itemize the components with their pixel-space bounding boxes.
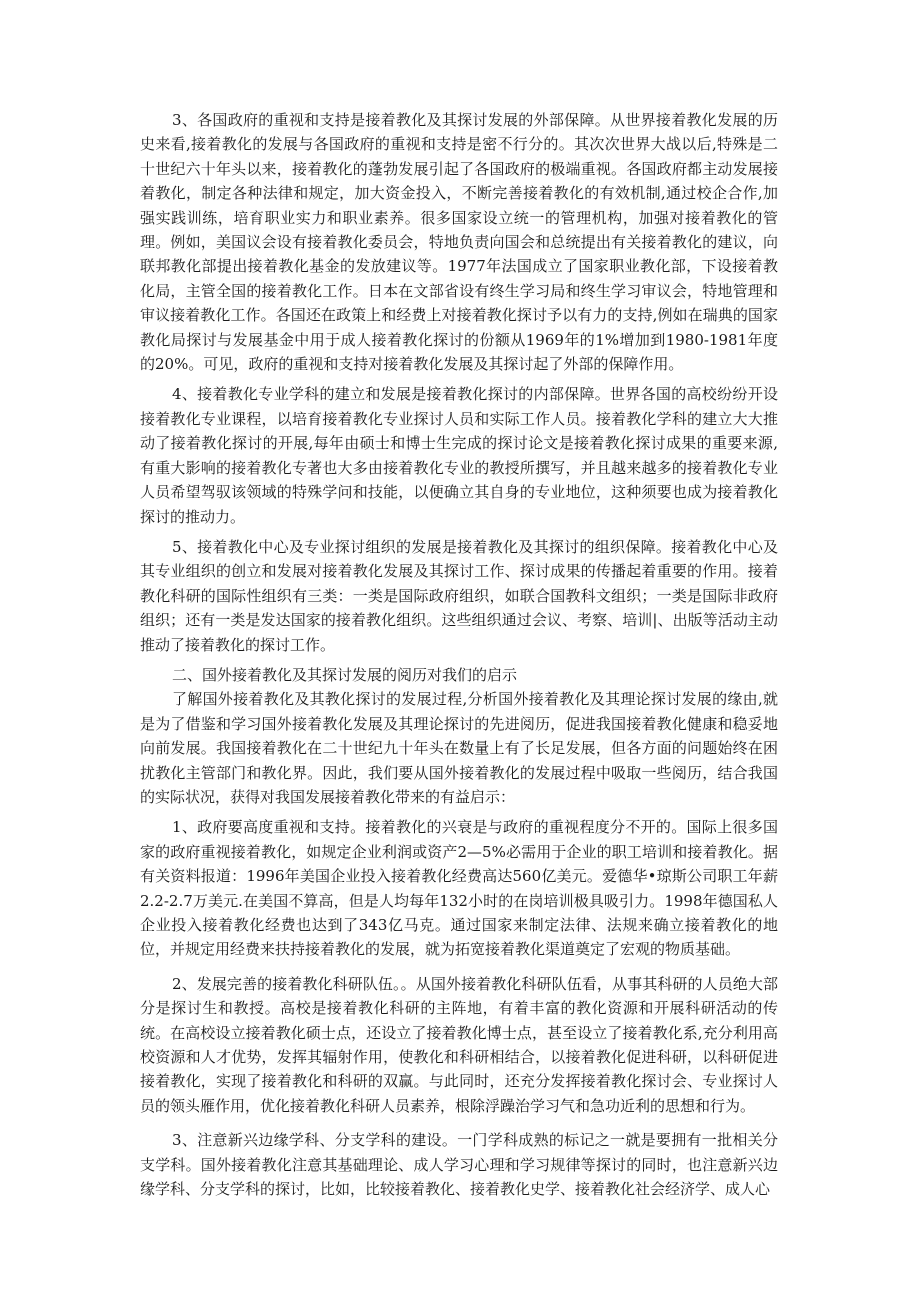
paragraph-research-organizations: 5、接着教化中心及专业探讨组织的发展是接着教化及其探讨的组织保障。接着教化中心及其专业组织的创立和发展对接着教化发展及其探讨工作、探讨成果的传播起着重要的作用。接着教化科研的国际性组织有三类：一类是国际政府组织，如联合国教科文组织；一类是国际非政府组织；还有一类是发达国家的接着教化组织。这些组织通过会议、考察、培训|、出版等活动主动推动了接着教化的探讨工作。: [140, 537, 778, 654]
paragraph-lesson-new-disciplines: 3、注意新兴边缘学科、分支学科的建设。一门学科成熟的标记之一就是要拥有一批相关分支学科。国外接着教化注意其基础理论、成人学习心理和学习规律等探讨的同时，也注意新兴边缘学科、分支学科的探讨，比如，比较接着教化、接着教化史学、接着教化社会经济学、成人心: [140, 1131, 778, 1199]
paragraph-discipline-building: 4、接着教化专业学科的建立和发展是接着教化探讨的内部保障。世界各国的高校纷纷开设接着教化专业课程，以培育接着教化专业探讨人员和实际工作人员。接着教化学科的建立大大推动了接着教化探讨的开展,每年由硕士和博士生完成的探讨论文是接着教化探讨成果的重要来源,有重大影响的接着教化专著也大多由接着教化专业的教授所撰写，并且越来越多的接着教化专业人员希望驾驭该领域的特殊学问和技能，以便确立其自身的专业地位，这种须要也成为接着教化探讨的推动力。: [140, 385, 778, 526]
paragraph-lesson-research-team: 2、发展完善的接着教化科研队伍。。从国外接着教化科研队伍看，从事其科研的人员绝大部分是探讨生和教授。高校是接着教化科研的主阵地，有着丰富的教化资源和开展科研活动的传统。在高校设立接着教化硕士点，还设立了接着教化博士点，甚至设立了接着教化系,充分利用高校资源和人才优势，发挥其辐射作用，使教化和科研相结合，以接着教化促进科研，以科研促进接着教化，实现了接着教化和科研的双赢。与此同时，还充分发挥接着教化探讨会、专业探讨人员的领头雁作用，优化接着教化科研人员素养，根除浮躁治学习气和急功近利的思想和行为。: [140, 974, 778, 1115]
section-heading-lessons: 二、国外接着教化及其探讨发展的阅历对我们的启示: [172, 665, 518, 684]
paragraph-lesson-government: 1、政府要高度重视和支持。接着教化的兴衰是与政府的重视程度分不开的。国际上很多国家的政府重视接着教化，如规定企业利润或资产2—5%必需用于企业的职工培训和接着教化。据有关资料报道：1996年美国企业投入接着教化经费高达560亿美元。爱德华•琼斯公司职工年薪2.2-2.7万美元.在美国不算高，但是人均每年132小时的在岗培训极具吸引力。1998年德国私人企业投入接着教化经费也达到了343亿马克。通过国家来制定法律、法规来确立接着教化的地位，并规定用经费来扶持接着教化的发展，就为拓宽接着教化渠道奠定了宏观的物质基础。: [140, 818, 778, 959]
document-body: [140, 108, 778, 1201]
paragraph-lessons-intro: 了解国外接着教化及其教化探讨的发展过程,分析国外接着教化及其理论探讨发展的缘由,就是为了借鉴和学习国外接着教化发展及其理论探讨的先进阅历，促进我国接着教化健康和稳妥地向前发展。我国接着教化在二十世纪九十年头在数量上有了长足发展，但各方面的问题始终在困扰教化主管部门和教化界。因此，我们要从国外接着教化的发展过程中吸取一些阅历，结合我国的实际状况，获得对我国发展接着教化带来的有益启示：: [140, 690, 778, 806]
paragraph-government-support: 3、各国政府的重视和支持是接着教化及其探讨发展的外部保障。从世界接着教化发展的历史来看,接着教化的发展与各国政府的重视和支持是密不行分的。其次次世界大战以后,特殊是二十世纪六十年头以来，接着教化的蓬勃发展引起了各国政府的极端重视。各国政府都主动发展接着教化，制定各种法律和规定，加大资金投入，不断完善接着教化的有效机制,通过校企合作,加强实践训练，培育职业实力和职业素养。很多国家设立统一的管理机构，加强对接着教化的管理。例如，美国议会设有接着教化委员会，特地负责向国会和总统提出有关接着教化的建议，向联邦教化部提出接着教化基金的发放建议等。1977年法国成立了国家职业教化部，下设接着教化局，主管全国的接着教化工作。日本在文部省设有终生学习局和终生学习审议会，特地管理和审议接着教化工作。各国还在政策上和经费上对接着教化探讨予以有力的支持,例如在瑞典的国家教化局探讨与发展基金中用于成人接着教化探讨的份额从1969年的1%增加到1980-1981年度的20%。可见，政府的重视和支持对接着教化发展及其探讨起了外部的保障作用。: [140, 111, 778, 374]
